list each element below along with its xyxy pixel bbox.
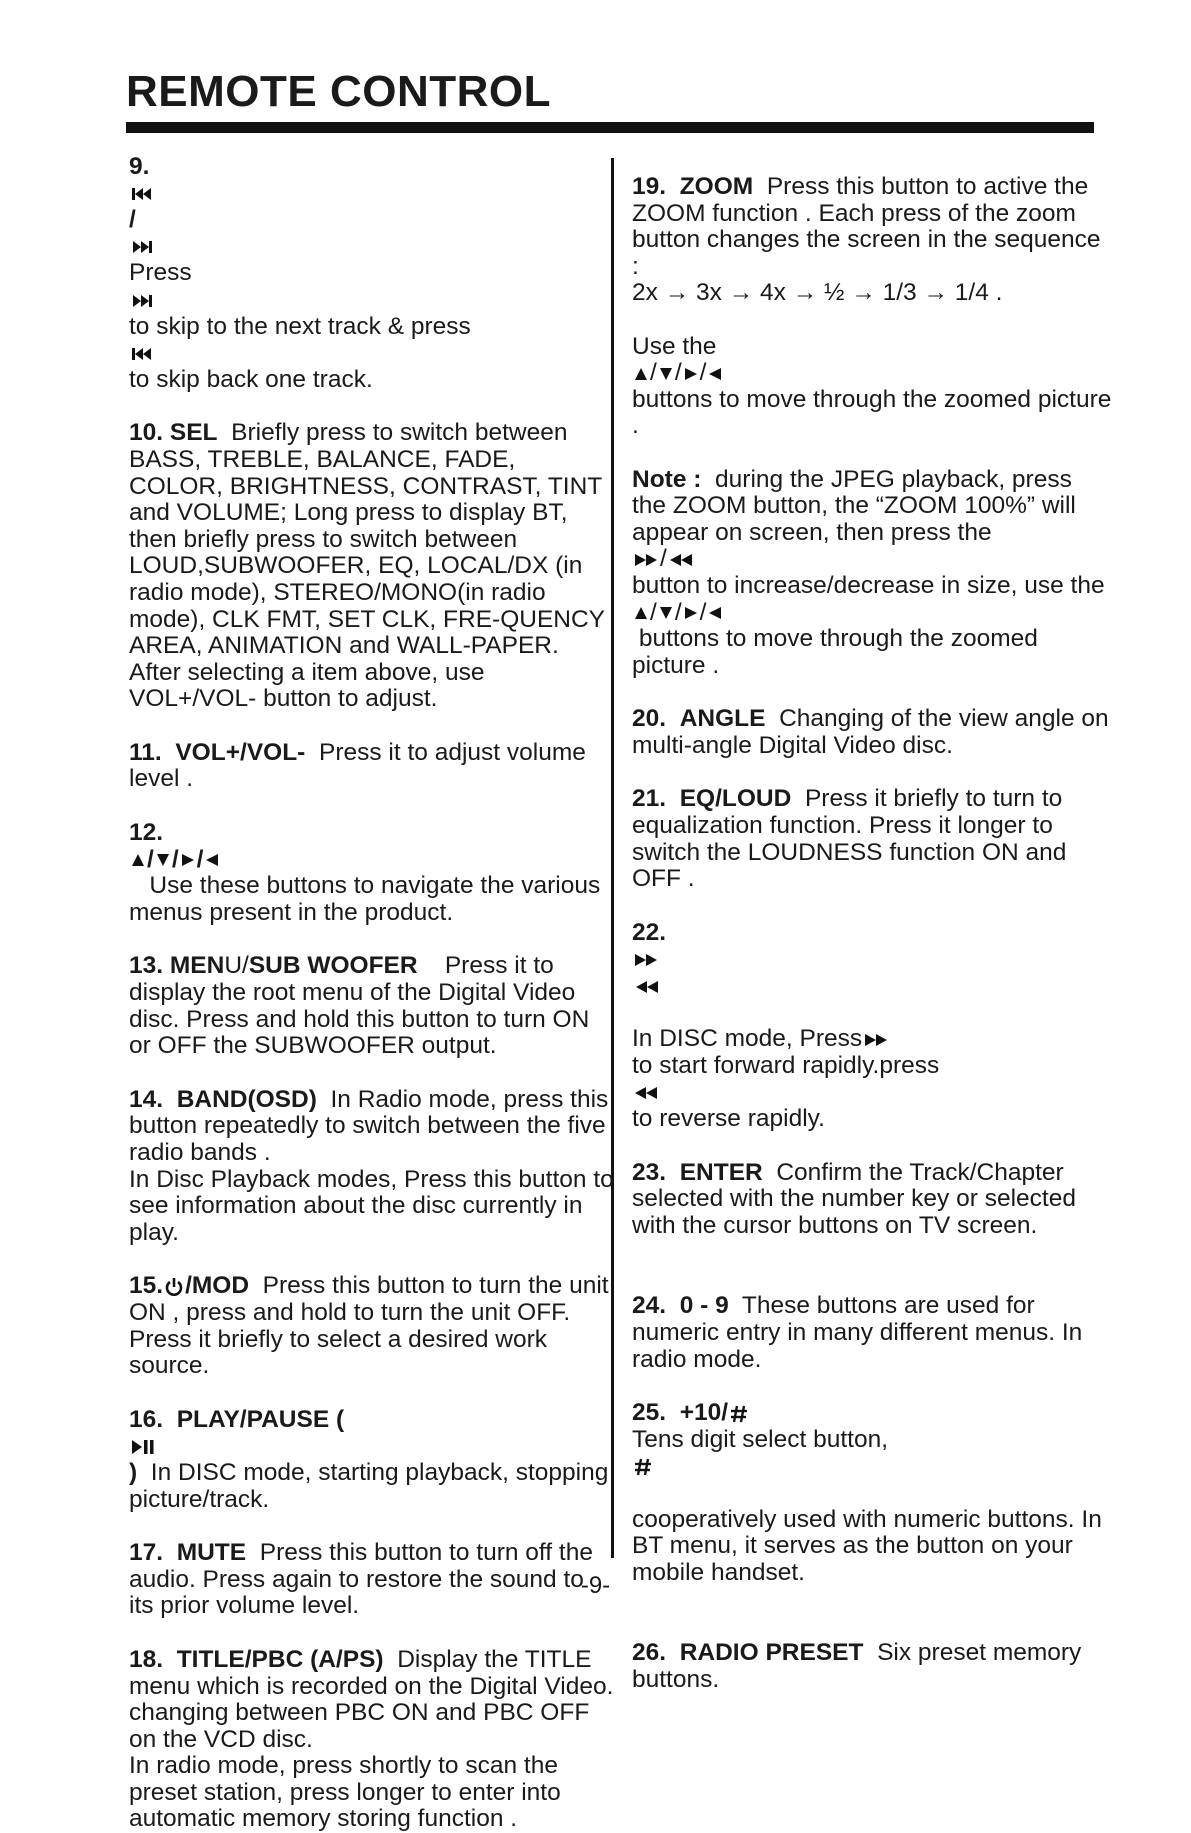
item-24	[632, 1293, 1112, 1373]
item-number: 16.	[129, 1405, 164, 1433]
item-number: 18.	[129, 1645, 164, 1673]
power-icon	[165, 1277, 183, 1297]
item-15	[129, 1273, 614, 1379]
item-text: Press this button to turn the unit ON , press and hold to turn the unit OFF. Press it briefly to select a desired work source.	[129, 1272, 609, 1380]
item-number: 17.	[129, 1539, 164, 1567]
left-arrow-icon	[205, 853, 219, 867]
arrow-glyph: →	[844, 279, 883, 307]
fast-forward-icon	[634, 553, 658, 567]
item-number: 19.	[632, 173, 667, 200]
item-key-end: )	[129, 1458, 138, 1486]
item-key: /MOD	[185, 1272, 250, 1300]
item-number: 20.	[632, 705, 667, 733]
next-track-icon	[131, 240, 153, 254]
item-key: RADIO PRESET	[679, 1639, 864, 1667]
right-arrow-icon	[684, 367, 698, 381]
item-key: 0 - 9	[679, 1292, 729, 1320]
item-number: 25.	[632, 1399, 667, 1427]
item-number: 21.	[632, 785, 667, 813]
item-text: In DISC mode, Press	[632, 1025, 863, 1053]
item-text: to reverse rapidly.	[632, 1105, 825, 1132]
item-text: Tens digit select button,	[632, 1425, 889, 1453]
arrow-glyph: →	[721, 279, 761, 307]
item-key: PLAY/PAUSE (	[176, 1405, 345, 1433]
page-title: REMOTE CONTROL	[126, 67, 551, 116]
item-18	[129, 1647, 614, 1833]
item-mid: U/	[224, 952, 249, 980]
down-arrow-icon	[659, 367, 673, 381]
item-9	[129, 154, 614, 393]
item-26	[632, 1640, 1112, 1693]
item-text: Press it to display the root menu of the Digital Video disc. Press and hold this button to turn ON or OFF the SUBWOOFER output.	[129, 952, 590, 1060]
item-number: 24.	[632, 1292, 667, 1320]
item-16	[129, 1407, 614, 1513]
item-number: 22.	[632, 918, 667, 946]
item-key: BAND(OSD)	[176, 1085, 317, 1113]
arrow-glyph: →	[916, 279, 955, 307]
note-text: during the JPEG playback, press the ZOOM button, the “ZOOM 100%” will appear on screen, then press the	[632, 465, 1076, 546]
item-number: 23.	[632, 1158, 667, 1186]
item-text: Press this button to turn off the audio. Press again to restore the sound to its prior volume level.	[129, 1539, 593, 1620]
item-25	[632, 1400, 1112, 1586]
rewind-icon	[634, 980, 660, 994]
fast-forward-icon	[634, 953, 660, 967]
item-text: Use the	[632, 332, 717, 360]
note-text-3: buttons to move through the zoomed picture .	[632, 625, 1038, 679]
hash-icon	[730, 1405, 748, 1423]
item-text: buttons to move through the zoomed picture .	[632, 385, 1112, 440]
item-key: ZOOM	[679, 173, 754, 200]
prev-track-icon	[131, 347, 153, 361]
item-text: Press it briefly to turn to equalization function. Press it longer to switch the LOUDNESS function ON and OFF .	[632, 785, 1067, 893]
item-key: TITLE/PBC (A/PS)	[176, 1645, 384, 1673]
zoom-step: 1/4 .	[954, 279, 1003, 307]
title-underline	[126, 122, 1094, 133]
rewind-icon	[669, 553, 693, 567]
item-text: Display the TITLE menu which is recorded on the Digital Video. changing between PBC ON and PBC OFF on the VCD disc.	[129, 1645, 614, 1753]
item-key: EQ/LOUD	[679, 785, 792, 813]
hash-icon	[634, 1458, 652, 1476]
item-21	[632, 786, 1112, 892]
fast-forward-icon	[864, 1033, 888, 1047]
note-text-2: button to increase/decrease in size, use the	[632, 571, 1105, 599]
item-text: These buttons are used for numeric entry in many different menus. In radio mode.	[632, 1292, 1083, 1373]
left-arrow-icon	[708, 606, 722, 620]
zoom-step: ½	[824, 279, 845, 307]
item-text: Use these buttons to navigate the various menus present in the product.	[129, 872, 601, 926]
item-text: In DISC mode, starting playback, stopping picture/track.	[129, 1458, 609, 1513]
item-number: 13. MEN	[129, 952, 225, 980]
item-key: ANGLE	[679, 705, 766, 733]
item-text-2: In radio mode, press shortly to scan the preset station, press longer to enter into automatic memory storing function .	[129, 1752, 561, 1833]
item-13	[129, 953, 614, 1059]
separator: /	[129, 206, 136, 234]
item-19: 19. ZOOM Press this button to active the ZOOM function . Each press of the zoom button changes the screen in the sequence : 2x → 3x → 4x → ½ → 1/3 → 1/4 . Use the / / / buttons to move through the zoomed picture . Note : during the JPEG playback, press the ZOOM button, the “ZOOM 100%” will appear on screen, then press the / button to increase/decrease in size, use the / / / buttons to move through the zoomed picture .	[632, 173, 1112, 679]
item-text: Six preset memory buttons.	[632, 1639, 1082, 1693]
item-11	[129, 740, 614, 793]
down-arrow-icon	[659, 606, 673, 620]
zoom-step: 1/3	[882, 279, 917, 307]
item-text: Changing of the view angle on multi-angle Digital Video disc.	[632, 705, 1109, 759]
item-text: to skip back one track.	[129, 365, 373, 393]
prev-track-icon	[131, 187, 153, 201]
page-number: -9-	[580, 1572, 611, 1599]
item-number: 14.	[129, 1085, 164, 1113]
play-pause-icon	[131, 1439, 155, 1455]
right-arrow-icon	[684, 606, 698, 620]
item-22	[632, 920, 1112, 1133]
item-text-2: In Disc Playback modes, Press this button to see information about the disc currently in play.	[129, 1165, 614, 1246]
item-20	[632, 706, 1112, 759]
next-track-icon	[131, 294, 153, 308]
item-text: In Radio mode, press this button repeatedly to switch between the five radio bands .	[129, 1085, 609, 1166]
item-number: 11.	[129, 738, 162, 766]
item-number: 15.	[129, 1272, 164, 1300]
item-text: Press	[129, 259, 192, 287]
up-arrow-icon	[131, 853, 145, 867]
right-arrow-icon	[181, 853, 195, 867]
item-key: VOL+/VOL-	[175, 738, 306, 766]
zoom-step: 3x	[696, 279, 722, 307]
note-label: Note :	[632, 465, 702, 493]
up-arrow-icon	[634, 606, 648, 620]
zoom-step: 4x	[760, 279, 786, 307]
arrow-glyph: →	[657, 279, 697, 307]
right-column	[632, 174, 1112, 1694]
item-key: +10/	[679, 1399, 729, 1427]
arrow-glyph: →	[785, 279, 825, 307]
item-number: 12.	[129, 819, 164, 847]
item-text: Confirm the Track/Chapter selected with the number key or selected with the cursor buttons on TV screen.	[632, 1158, 1076, 1239]
item-23	[632, 1160, 1112, 1240]
item-key: MUTE	[176, 1539, 247, 1567]
zoom-step: 2x	[632, 279, 658, 307]
item-number: 26.	[632, 1639, 667, 1667]
up-arrow-icon	[634, 367, 648, 381]
item-text: Briefly press to switch between BASS, TREBLE, BALANCE, FADE, COLOR, BRIGHTNESS, CONTRAST, TINT and VOLUME; Long press to display BT, then briefly press to switch between LOUD,SUBWOOFER, EQ, LOCAL/DX (in radio mode), STEREO/MONO(in radio mode), CLK FMT, SET CLK, FRE-QUENCY AREA, ANIMATION and WALL-PAPER. After selecting a item above, use VOL+/VOL- button to adjust.	[129, 419, 605, 713]
item-text: Press it to adjust volume level .	[129, 738, 586, 793]
item-text: Press this button to active the ZOOM function . Each press of the zoom button changes the screen in the sequence :	[632, 173, 1101, 280]
item-key: SUB WOOFER	[248, 952, 418, 980]
down-arrow-icon	[156, 853, 170, 867]
item-10	[129, 420, 614, 713]
left-arrow-icon	[708, 367, 722, 381]
item-text: to skip to the next track & press	[129, 312, 471, 340]
item-number: 9.	[129, 153, 150, 180]
item-text-2: cooperatively used with numeric buttons. In BT menu, it serves as the button on your mobile handset.	[632, 1505, 1102, 1586]
item-12: 12. / / / Use these buttons to navigate the various menus present in the product.	[129, 819, 601, 926]
rewind-icon	[634, 1086, 658, 1100]
item-number: 10. SEL	[129, 419, 218, 447]
item-14	[129, 1087, 614, 1247]
item-text: to start forward rapidly.press	[632, 1051, 940, 1079]
item-key: ENTER	[679, 1158, 763, 1186]
